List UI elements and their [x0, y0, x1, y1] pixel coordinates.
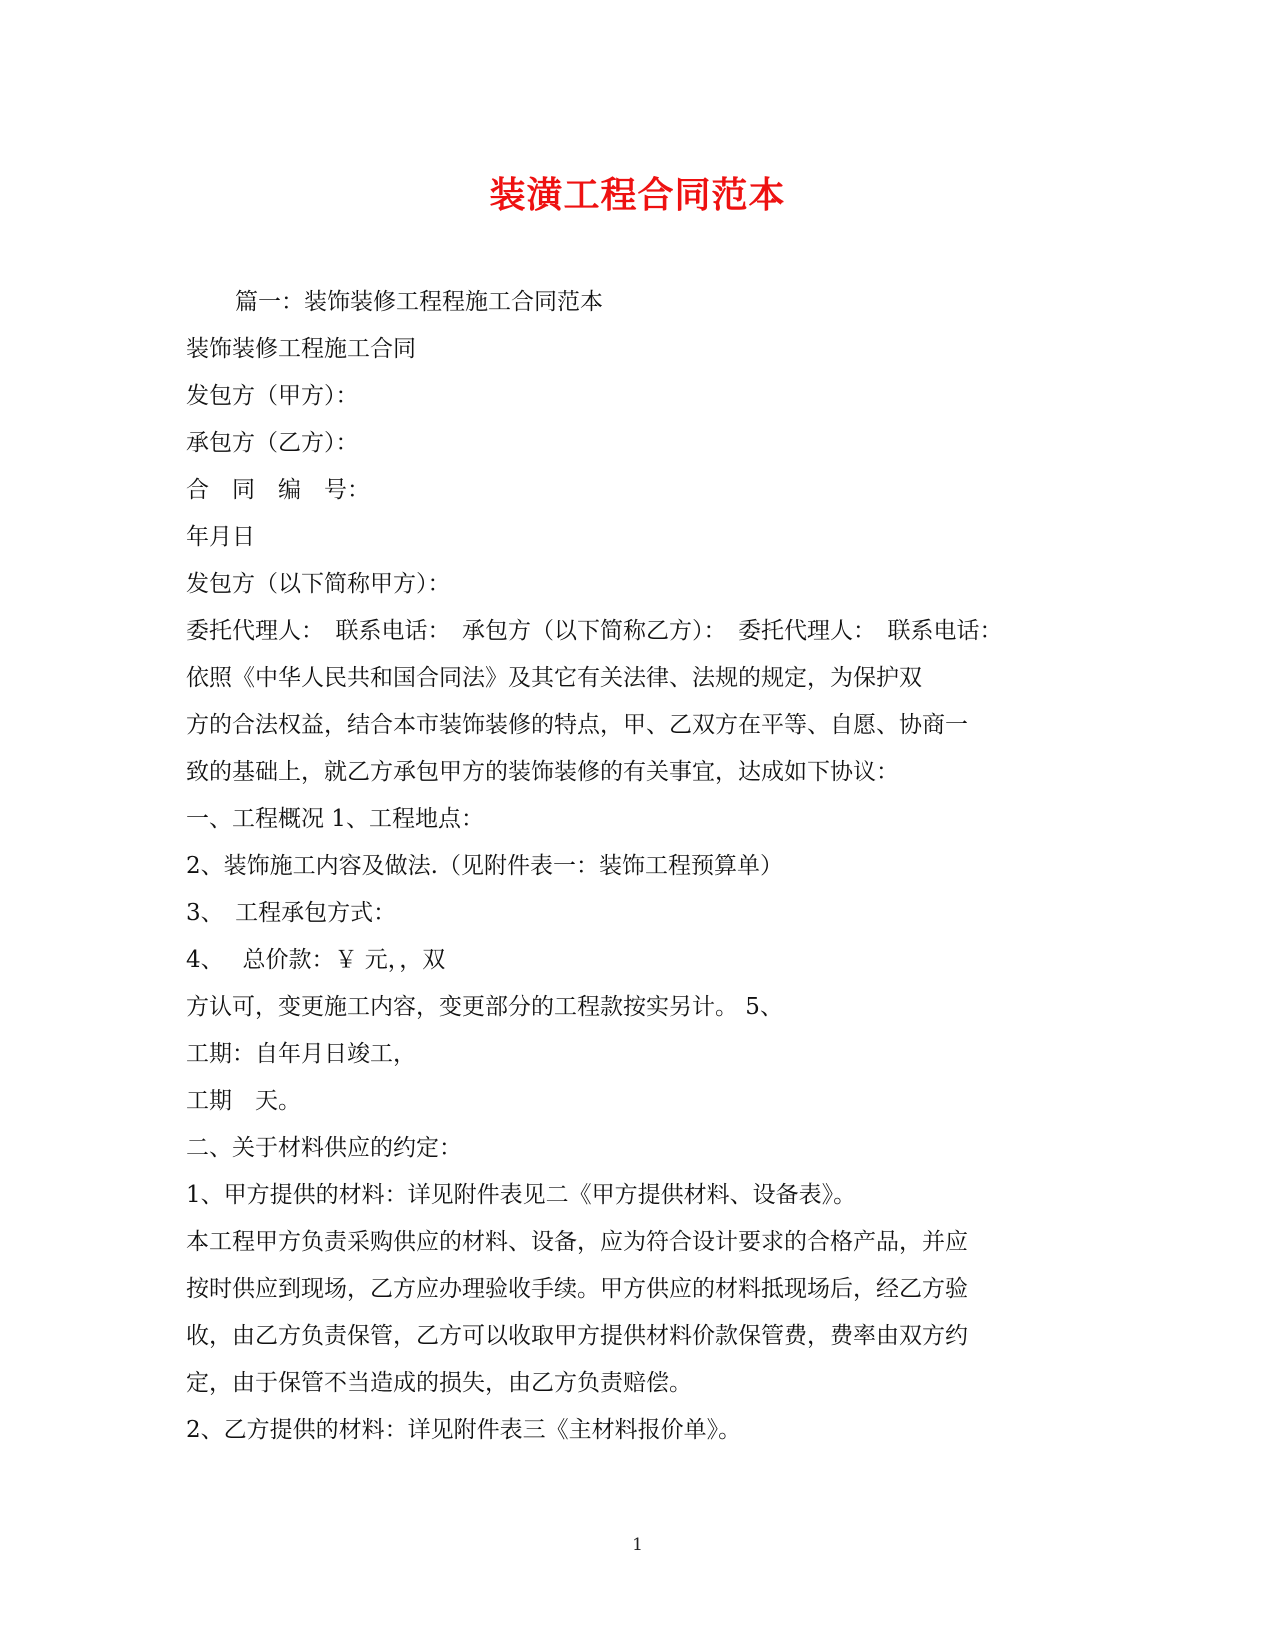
party-b-field: 承包方（乙方）： — [186, 430, 359, 456]
document-body — [186, 279, 1066, 1454]
paragraph-line: 定，由于保管不当造成的损失，由乙方负责赔偿。 — [186, 1370, 692, 1396]
agent-contact-line: 委托代理人： 联系电话： 承包方（以下简称乙方）： 委托代理人： 联系电话： — [186, 618, 1003, 644]
paragraph-line: 依照《中华人民共和国合同法》及其它有关法律、法规的规定，为保护双 — [186, 665, 922, 691]
contract-number-field: 合 同 编 号： — [186, 477, 370, 503]
page-number: 1 — [632, 1535, 643, 1555]
clause-line: 工期 天。 — [186, 1088, 301, 1114]
clause-line: 2、装饰施工内容及做法.（见附件表一：装饰工程预算单） — [186, 853, 783, 879]
paragraph-line: 收，由乙方负责保管，乙方可以收取甲方提供材料价款保管费，费率由双方约 — [186, 1323, 968, 1349]
paragraph-line: 本工程甲方负责采购供应的材料、设备，应为符合设计要求的合格产品，并应 — [186, 1229, 968, 1255]
clause-line: 2、乙方提供的材料：详见附件表三《主材料报价单》。 — [186, 1417, 742, 1443]
paragraph-line: 致的基础上，就乙方承包甲方的装饰装修的有关事宜，达成如下协议： — [186, 759, 899, 785]
clause-line: 1、甲方提供的材料：详见附件表见二《甲方提供材料、设备表》。 — [186, 1182, 857, 1208]
document-title: 装潢工程合同范本 — [489, 174, 786, 216]
date-field: 年月日 — [186, 524, 255, 550]
contract-name: 装饰装修工程施工合同 — [186, 336, 416, 362]
party-a-field: 发包方（甲方）： — [186, 383, 359, 409]
paragraph-line: 方的合法权益，结合本市装饰装修的特点，甲、乙双方在平等、自愿、协商一 — [186, 712, 968, 738]
clause-line: 3、 工程承包方式： — [186, 900, 397, 926]
clause-line: 工期：自年月日竣工， — [186, 1041, 416, 1067]
party-a-short: 发包方（以下简称甲方）： — [186, 571, 451, 597]
clause-heading: 二、关于材料供应的约定： — [186, 1135, 462, 1161]
clause-heading: 一、工程概况 1、工程地点： — [186, 806, 484, 832]
clause-line: 方认可，变更施工内容，变更部分的工程款按实另计。 5、 — [186, 994, 783, 1020]
section-heading: 篇一：装饰装修工程程施工合同范本 — [235, 289, 603, 315]
paragraph-line: 按时供应到现场，乙方应办理验收手续。甲方供应的材料抵现场后，经乙方验 — [186, 1276, 968, 1302]
clause-line: 4、 总价款：￥ 元，，双 — [186, 947, 446, 973]
